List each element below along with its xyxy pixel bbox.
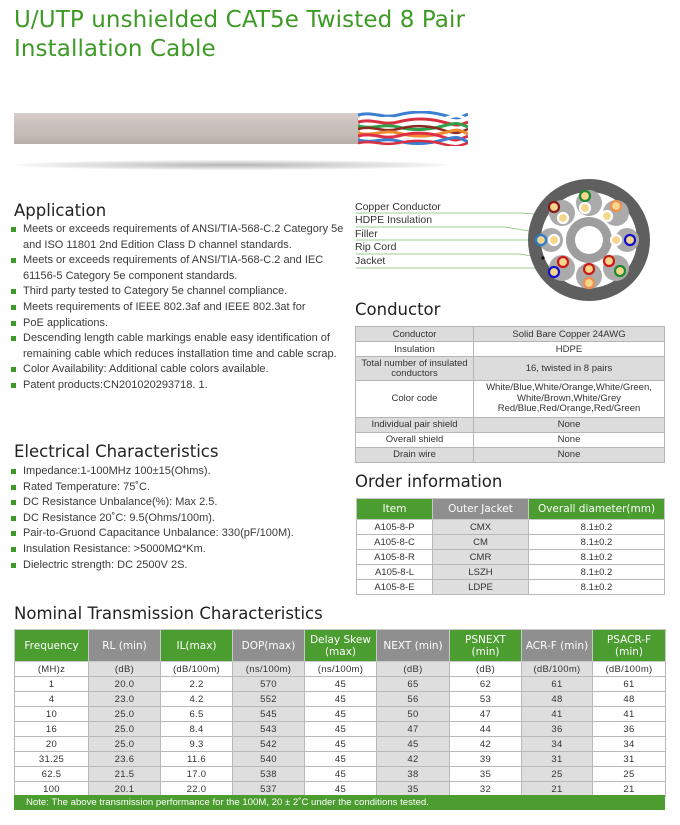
electrical-item: Pair-to-Gruond Capacitance Unbalance: 330(pF/100M). [10,526,345,542]
table-row: 31.25 23.6 11.6 540 45 42 39 31 31 [15,752,666,767]
table-row: A105-8-E LDPE 8.1±0.2 [357,580,665,595]
column-header: PSACR-F (min) [593,630,666,662]
application-item: Color Availability: Additional cable colors available. [10,362,345,378]
cross-section-labels [355,201,441,268]
column-header: PSNEXT (min) [450,630,522,662]
column-header: Overall diameter(mm) [529,499,665,520]
page-title [14,6,574,64]
table-row: A105-8-P CMX 8.1±0.2 [357,520,665,535]
rip-cord-icon [541,256,544,259]
column-header: NEXT (min) [377,630,450,662]
table-row: Total number of insulated conductors 16, twisted in 8 pairs [356,357,665,381]
title-line-1: U/UTP unshielded CAT5e Twisted 8 Pair [14,7,466,33]
table-row: Insulation HDPE [356,342,665,357]
bullet-icon [11,305,16,310]
label-hdpe-insulation: HDPE Insulation [355,214,433,227]
column-header: Item [357,499,433,520]
table-row: 16 25.0 8.4 543 45 47 44 36 36 [15,722,666,737]
table-row: 62.5 21.5 17.0 538 45 38 35 25 25 [15,767,666,782]
electrical-item: Impedance:1-100MHz 100±15(Ohms). [10,464,345,480]
conductor-table [355,326,665,463]
transmission-note: Note: The above transmission performance for the 100M, 20 ± 2˚C under the conditions tested. [14,795,665,810]
label-rip-cord: Rip Cord [355,241,397,254]
table-row: A105-8-C CM 8.1±0.2 [357,535,665,550]
column-header: IL(max) [161,630,233,662]
table-row: Individual pair shield None [356,417,665,432]
twisted-wires-icon [358,111,468,146]
electrical-item: DC Resistance Unbalance(%): Max 2.5. [10,495,345,511]
transmission-heading: Nominal Transmission Characteristics [14,604,323,623]
application-heading: Application [14,201,107,220]
bullet-icon [11,321,16,326]
column-header: RL (min) [89,630,161,662]
bullet-icon [11,367,16,372]
application-item: Meets or exceeds requirements of ANSI/TIA-568-C.2 and IEC 61156-5 Category 5e component standards. [10,253,345,284]
column-header: ACR-F (min) [522,630,593,662]
table-row: Color code White/Blue,White/Orange,White/Green, White/Brown,White/Grey Red/Blue,Red/Orange,Red/Green [356,381,665,418]
table-row: 1 20.0 2.2 570 45 65 62 61 61 [15,677,666,692]
electrical-list [10,464,345,573]
application-item: Patent products:CN201020293718. 1. [10,378,345,394]
column-header: Delay Skew (max) [305,630,377,662]
electrical-item: Insulation Resistance: >5000MΩ*Km. [10,542,345,558]
table-header-row [15,630,666,662]
table-row: 100 20.1 22.0 537 45 35 32 21 21 [15,782,666,797]
bullet-icon [11,383,16,388]
table-row: 20 25.0 9.3 542 45 45 42 34 34 [15,737,666,752]
bullet-icon [11,289,16,294]
application-item: Meets or exceeds requirements of ANSI/TIA-568-C.2 Category 5e and ISO 11801 2nd Edition Class D channel standards. [10,222,345,253]
order-table [356,498,665,595]
label-copper-conductor: Copper Conductor [355,201,441,213]
bullet-icon [11,547,16,552]
conductor-heading: Conductor [355,300,441,319]
bullet-icon [11,485,16,490]
column-header: Frequency [15,630,89,662]
electrical-item: Dielectric strength: DC 2500V 2S. [10,558,345,574]
application-item: Meets requirements of IEEE 802.3af and IEEE 802.3at for [10,300,345,316]
transmission-table [14,629,666,797]
bullet-icon [11,531,16,536]
title-line-2: Installation Cable [14,36,216,62]
bullet-icon [11,469,16,474]
table-row: A105-8-L LSZH 8.1±0.2 [357,565,665,580]
application-item: Descending length cable markings enable easy identification of remaining cable which reduces installation time and cable scrap. [10,331,345,362]
table-row: Conductor Solid Bare Copper 24AWG [356,327,665,342]
order-heading: Order information [355,472,503,491]
application-item: Third party tested to Category 5e channel compliance. [10,284,345,300]
bullet-icon [11,336,16,341]
column-header: Outer Jacket [433,499,529,520]
units-row: (MH)z (dB) (dB/100m) (ns/100m) (ns/100m) (dB) (dB) (dB/100m) (dB/100m) [15,662,666,677]
table-row: Overall shield None [356,432,665,447]
electrical-heading: Electrical Characteristics [14,442,219,461]
cable-shadow [14,160,449,170]
label-filler: Filler [355,227,378,240]
table-header-row [357,499,665,520]
cable-product-image [14,111,454,145]
bullet-icon [11,227,16,232]
bullet-icon [11,258,16,263]
application-item: PoE applications. [10,316,345,332]
cable-jacket [14,113,360,144]
bullet-icon [11,500,16,505]
column-header: DOP(max) [233,630,305,662]
bullet-icon [11,516,16,521]
application-list [10,222,345,394]
electrical-item: Rated Temperature: 75˚C. [10,480,345,496]
table-row: A105-8-R CMR 8.1±0.2 [357,550,665,565]
electrical-item: DC Resistance 20˚C: 9.5(Ohms/100m). [10,511,345,527]
table-row: 4 23.0 4.2 552 45 56 53 48 48 [15,692,666,707]
label-jacket: Jacket [355,254,386,267]
bullet-icon [11,563,16,568]
table-row: 10 25.0 6.5 545 45 50 47 41 41 [15,707,666,722]
table-row: Drain wire None [356,447,665,462]
